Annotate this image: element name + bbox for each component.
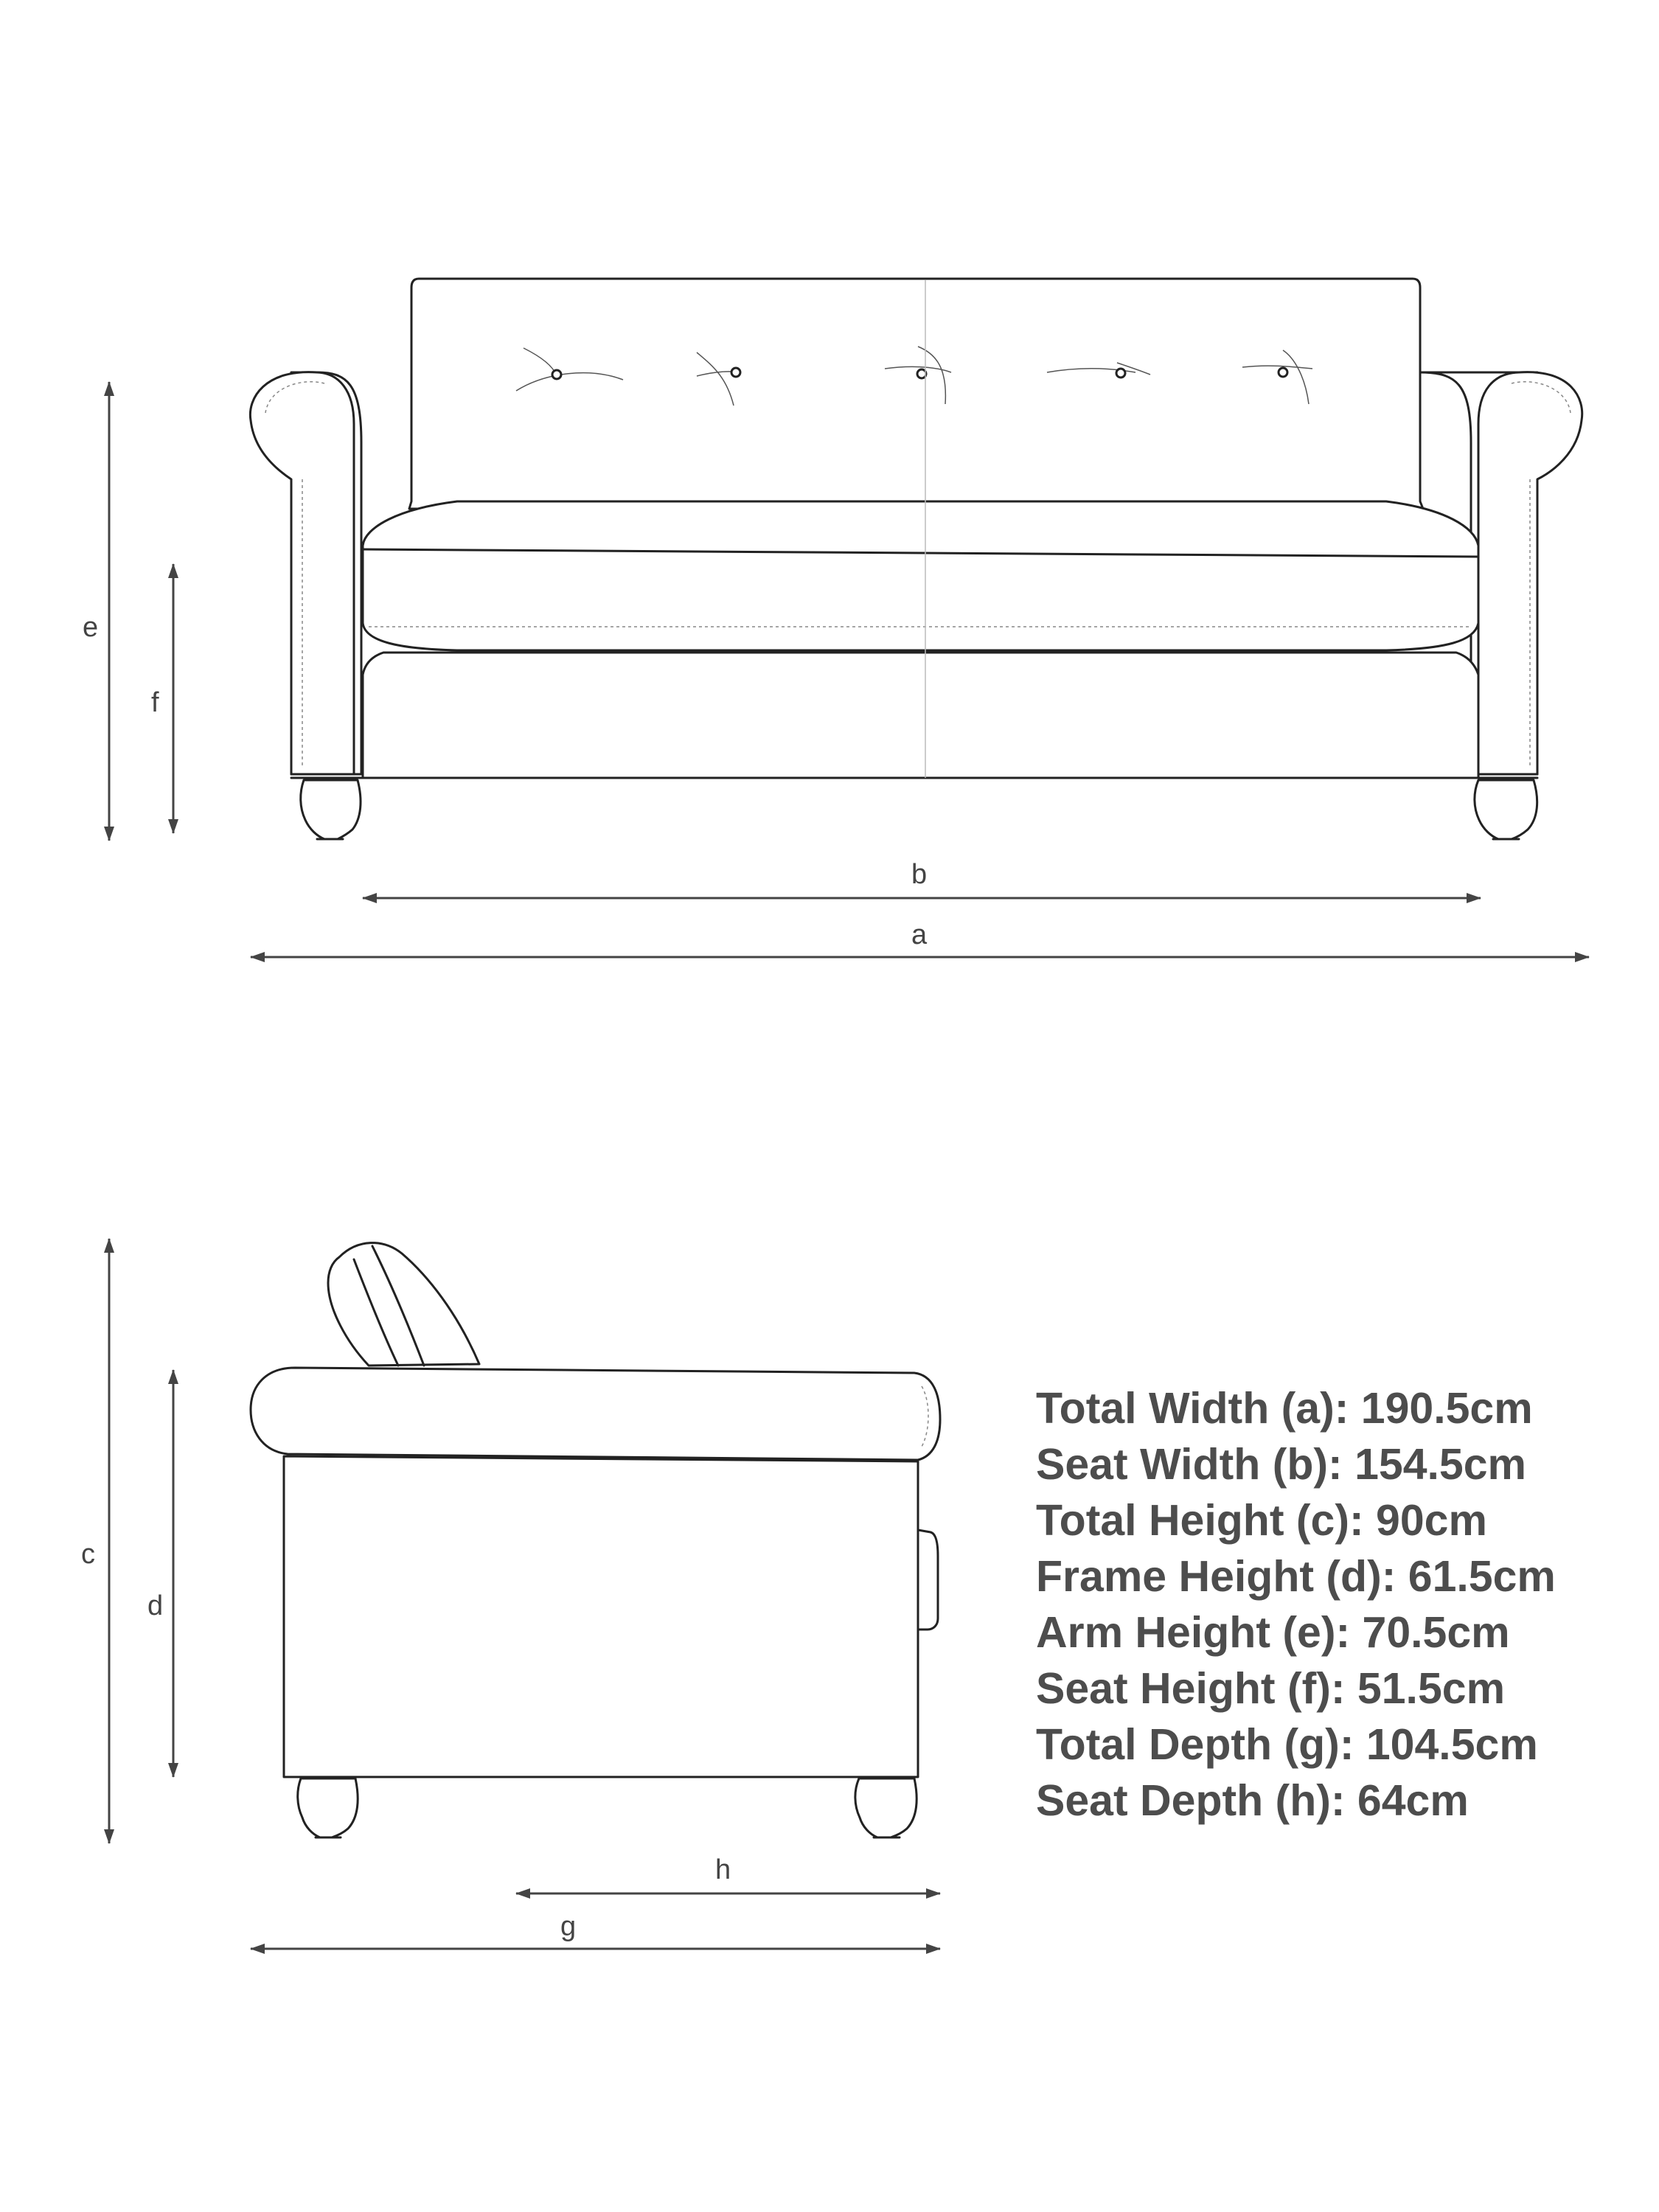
spec-seat-height: Seat Height (f): 51.5cm — [1036, 1664, 1506, 1713]
spec-frame-height: Frame Height (d): 61.5cm — [1036, 1552, 1556, 1601]
label-f: f — [151, 687, 159, 718]
side-back-cushion — [328, 1243, 479, 1366]
sofa-front-view — [250, 279, 1582, 839]
side-front-foot — [298, 1778, 358, 1837]
back-cushion — [409, 279, 1423, 509]
side-body — [284, 1456, 918, 1777]
right-arm-scroll — [1478, 372, 1582, 774]
spec-total-height: Total Height (c): 90cm — [1036, 1496, 1487, 1545]
side-back-foot — [855, 1778, 917, 1837]
spec-total-width: Total Width (a): 190.5cm — [1036, 1384, 1533, 1433]
spec-seat-width: Seat Width (b): 154.5cm — [1036, 1440, 1526, 1489]
spec-arm-height: Arm Height (e): 70.5cm — [1036, 1608, 1510, 1657]
label-e: e — [83, 612, 99, 643]
seat-cushion — [363, 501, 1478, 650]
spec-total-depth: Total Depth (g): 104.5cm — [1036, 1720, 1538, 1769]
sofa-side-view — [251, 1243, 940, 1837]
front-left-foot — [301, 780, 361, 839]
label-g: g — [560, 1911, 577, 1942]
label-b: b — [911, 859, 928, 890]
side-arm-roll — [251, 1368, 940, 1460]
dimension-specs-list — [1036, 1380, 1641, 1829]
spec-seat-depth: Seat Depth (h): 64cm — [1036, 1776, 1469, 1825]
label-c: c — [81, 1539, 95, 1570]
label-a: a — [911, 919, 928, 950]
front-right-foot — [1475, 780, 1537, 839]
left-arm-scroll — [250, 372, 354, 774]
sofa-base — [363, 653, 1478, 778]
label-d: d — [147, 1590, 164, 1621]
label-h: h — [715, 1854, 731, 1885]
